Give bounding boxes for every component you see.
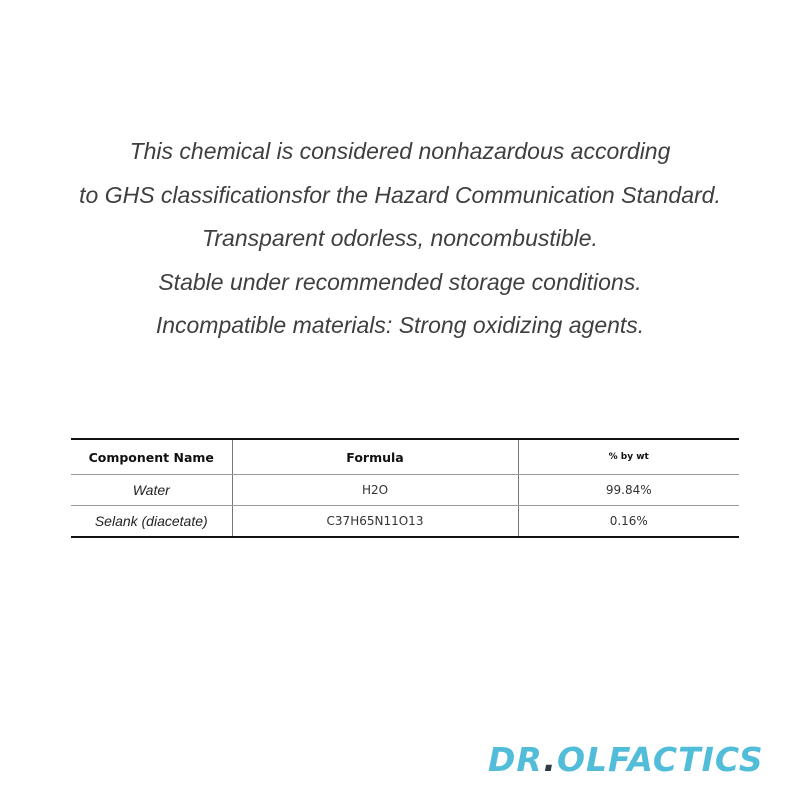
statement-line: This chemical is considered nonhazardous according: [129, 138, 671, 164]
composition-table: [71, 438, 739, 538]
table-header-row: [71, 439, 739, 475]
formula-cell: C37H65N11O13: [232, 506, 518, 538]
column-header-component: Component Name: [71, 439, 232, 475]
table-row: [71, 506, 739, 538]
component-name-cell: Water: [71, 475, 232, 506]
table-row: [71, 475, 739, 506]
formula-cell: H2O: [232, 475, 518, 506]
logo-text-left: DR: [488, 740, 544, 779]
statement-line: Stable under recommended storage conditions.: [158, 268, 642, 295]
column-header-percent: % by wt: [518, 439, 739, 475]
percent-cell: 0.16%: [518, 506, 739, 538]
statement-line: Transparent odorless, noncombustible.: [202, 225, 598, 251]
percent-cell: 99.84%: [518, 475, 739, 506]
statement-line: to GHS classificationsfor the Hazard Communication Standard.: [79, 181, 721, 208]
statement-line: Incompatible materials: Strong oxidizing agents.: [155, 312, 645, 338]
hazard-statement: [0, 130, 800, 348]
column-header-formula: Formula: [232, 439, 518, 475]
component-name-cell: Selank (diacetate): [71, 506, 232, 538]
logo-separator: .: [543, 740, 557, 779]
brand-logo: [488, 740, 768, 780]
logo-text-right: OLFACTICS: [556, 740, 764, 779]
